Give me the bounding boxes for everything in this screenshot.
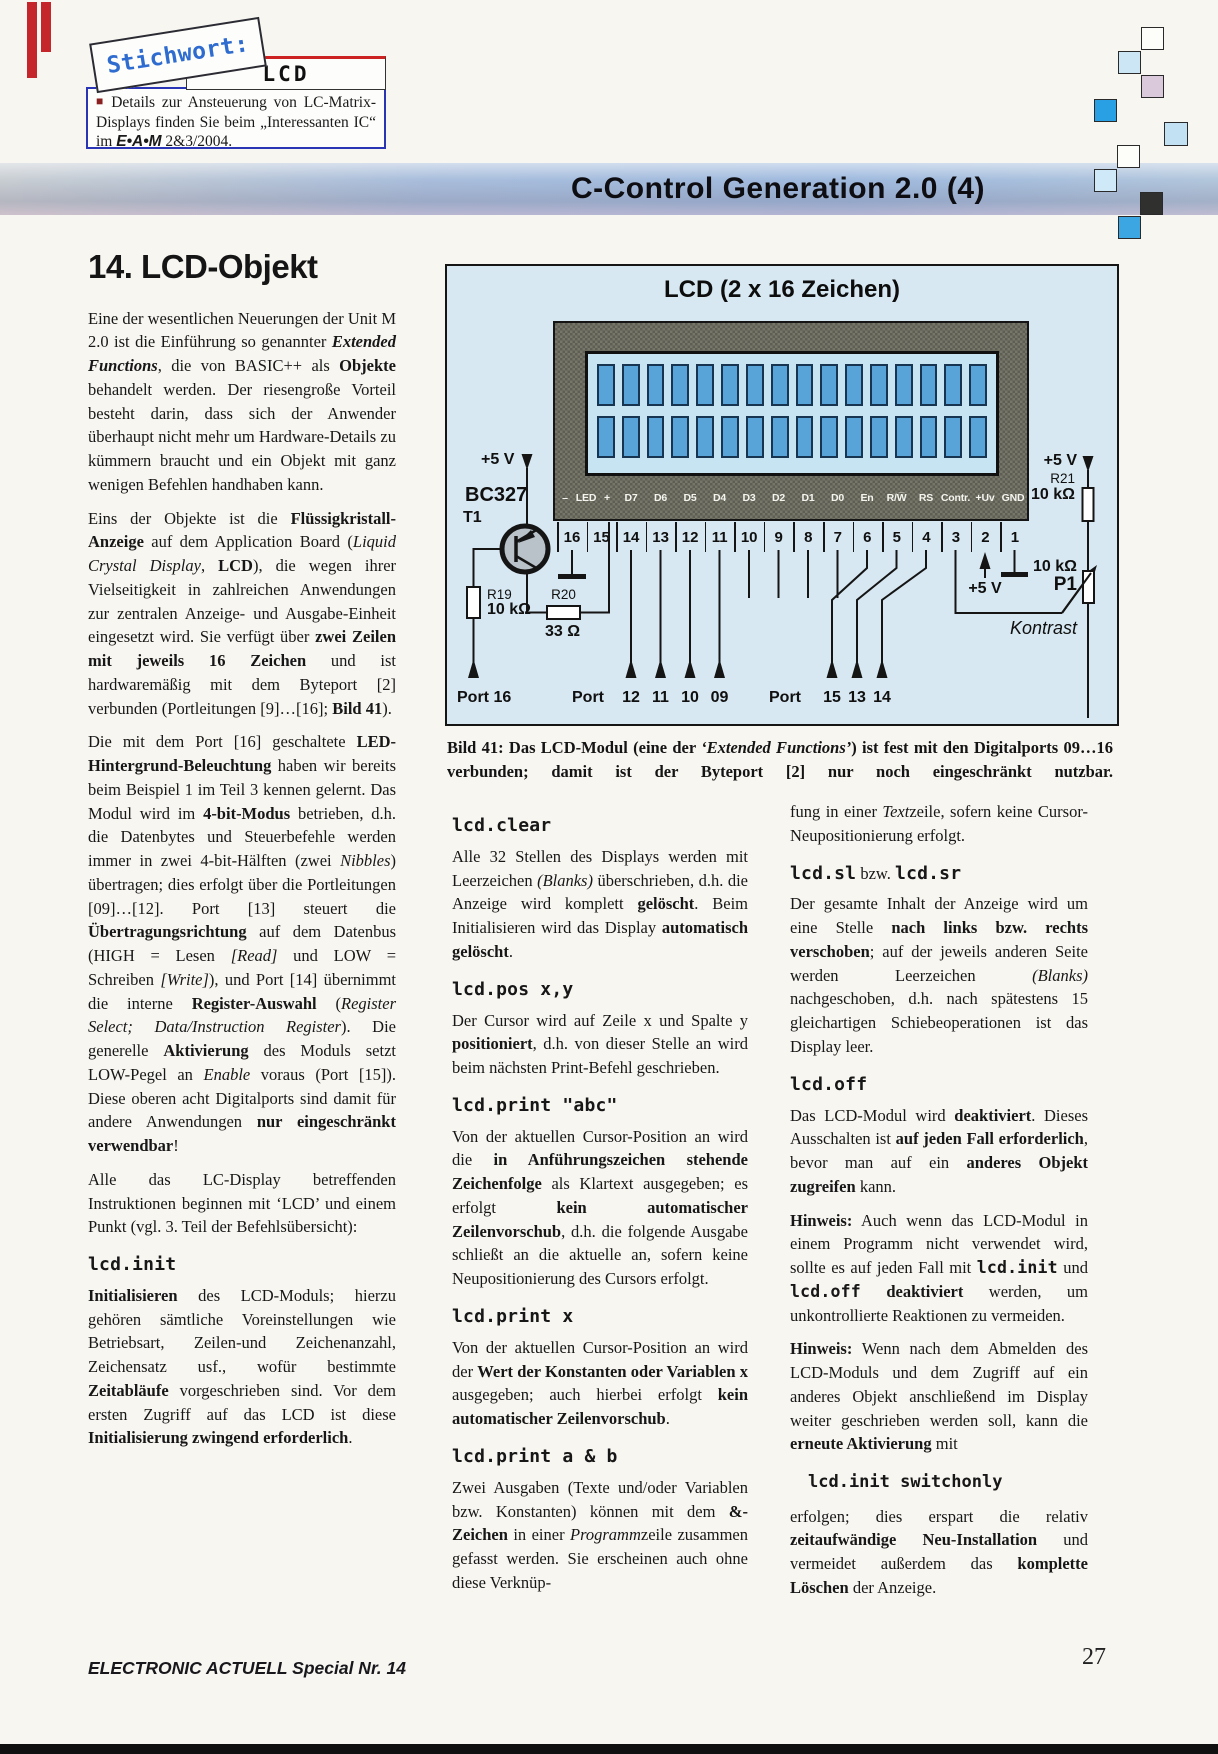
lcd-character-cell [895,416,913,458]
text-run: Bild 41: Das LCD-Modul (eine der [447,738,702,757]
pin-label: D6 [653,492,668,504]
paragraph [88,1168,396,1239]
codehead [790,1072,1088,1098]
lcd-character-cell [820,364,838,406]
keyword-stamp-label: Stichwort: [105,30,251,80]
pin-tick [587,522,589,552]
pin-label: – [562,492,568,504]
registration-mark [27,2,37,78]
paragraph [452,845,748,964]
text-run: lcd.pos x,y [452,978,574,1000]
paragraph [452,1336,748,1431]
text-run: deaktiviert [954,1105,1032,1125]
text-run: Register Select; Data/Instruction Register [88,993,397,1037]
r20-value-label: 33 Ω [545,623,581,640]
lcd-character-cell [647,416,665,458]
text-run: lcd.sr [895,862,962,884]
pin-number: 8 [804,529,813,546]
text-run: auf jeden Fall erforderlich [895,1129,1084,1149]
pin-number: 1 [1010,529,1020,546]
r19-ref-label: R19 [487,587,512,602]
text-run: lcd.off [790,1073,868,1095]
pin-label: En [860,492,874,504]
text-run: des Moduls setzt LOW-Pegel an [88,1041,396,1084]
codehead [452,813,748,839]
pin-number: 5 [892,529,901,546]
vcc-right-label: +5 V [1043,452,1077,469]
port-number: 10 [681,689,699,706]
paragraph [88,730,396,1158]
text-run: Die mit dem Port [16] geschaltete [88,732,357,752]
text-run: , die von BASIC++ als [157,356,340,376]
r21-ref-label: R21 [1050,471,1075,486]
paragraph [88,1284,396,1450]
lcd-character-cell [845,364,863,406]
pin-tick [557,522,559,552]
decorative-square [1094,169,1117,192]
text-run: automatisch gelöscht [452,918,748,961]
paragraph [452,1009,748,1080]
text-run: zeile, sofern keine Cursor-Neupositionierung erfolgt. [790,802,1088,845]
text-run: Wenn nach dem Abmelden des LCD-Moduls und dem Zugriff auf ein anderes Objekt anschließend im Display weiter geschrieben werden soll, kann die [790,1339,1088,1430]
text-run: 2&3/2004. [161,133,233,151]
lcd-character-cell [746,364,764,406]
text-run: Hinweis: [790,1210,853,1230]
lcd-character-cell [622,416,640,458]
pin-label: R/W̅ [886,492,907,504]
pin-tick [853,522,855,552]
codehead [452,977,748,1003]
pin-tick [705,522,707,552]
paragraph [790,892,1088,1058]
codehead [452,1444,748,1470]
pin-label: D3 [742,492,756,504]
lcd-character-cell [671,416,689,458]
decorative-square [1094,99,1117,122]
text-run: Das LCD-Modul wird [790,1105,955,1125]
text-run: Enable [203,1064,251,1084]
pin-number: 3 [951,529,961,546]
port-number: 13 [848,689,866,706]
pin-tick [764,522,766,552]
pin-number: 14 [622,529,640,546]
text-run: Eins der Objekte ist die [88,508,291,528]
section-banner [0,163,1218,215]
left-column-body [88,307,396,1451]
text-run: Initialisierung zwingend erforderlich [88,1428,349,1448]
text-run: Der Cursor wird auf Zeile x und Spalte y [452,1010,748,1030]
text-run: Initialisieren [88,1285,178,1305]
text-run: Wert der Konstanten oder Variablen x [477,1361,748,1381]
paragraph [790,1337,1088,1456]
text-run: lcd.print a & b [452,1445,618,1467]
vcc-left-label: +5 V [481,451,515,468]
pin-number: 13 [652,529,669,546]
text-run: [Read] [230,946,278,966]
text-run: erneute Aktivierung [790,1434,932,1454]
text-run: ausgegeben; auch hierbei erfolgt [452,1385,718,1405]
text-run: ) ist fest mit den Digitalports 09…16 verbunden; damit ist der Byteport [2] nur noch eingeschränkt nutzbar. [447,738,1113,782]
text-run: lcd.print x [452,1305,574,1327]
paragraph [790,800,1088,848]
pin-tick [646,522,648,552]
port-number: 11 [652,689,669,706]
codehead [452,1093,748,1119]
text-run: Extended Functions [88,332,396,376]
pin-tick [912,522,914,552]
pin-number: 7 [833,529,842,546]
text-run: Von der aktuellen Cursor-Position an wird die [452,1126,748,1170]
text-run: Zwei Ausgaben (Texte und/oder Variablen bzw. Konstanten) können mit dem [452,1477,748,1521]
lcd-character-cell [870,364,888,406]
r21-value-label: 10 kΩ [1031,486,1075,503]
text-run: überschrieben, d.h. die Anzeige wird komplett [452,870,748,914]
text-run: . Beim Initialisieren wird das Display [452,894,748,938]
text-run: und ist hardwaremäßig mit dem Byteport [2] verbunden (Portleitungen [9]…[16]; [88,651,397,718]
left-column [88,243,396,1460]
codehead [88,1252,396,1278]
text-run: LED-Hintergrund-Beleuchtung [88,732,396,776]
port-16-label: Port 16 [457,689,512,706]
text-run: und vermeidet außerdem das [790,1530,1089,1574]
text-run: behandelt werden. Der riesengroße Vorteil besteht darin, dass sich der Anwender überhaupt nicht mehr um Hardware-Details zu kümmern braucht und ein Objekt mit ganz wenigen Befehlen handhaben kann. [88,379,396,494]
text-run: fung in einer [790,802,883,821]
lcd-module [553,321,1029,521]
port-data-label: Port [572,689,604,706]
text-run: und LOW = Schreiben [88,946,396,989]
lcd-character-cell [944,416,962,458]
article-heading: 14. LCD-Objekt [88,248,318,285]
pin-number: 15 [593,529,610,546]
page-number: 27 [1082,1644,1106,1670]
pin-number: 12 [681,529,699,546]
pin-number: 11 [711,529,728,546]
text-run: positioniert [452,1034,533,1054]
lcd-character-row [588,416,996,458]
decorative-square [1141,27,1164,50]
port-number: 15 [823,689,841,706]
lcd-character-cell [920,364,938,406]
text-run: ). [382,698,392,718]
pin-tick [941,522,943,552]
pin-label: +Uv [975,492,995,504]
text-run: Objekte [339,356,396,376]
keyword-info-note [86,87,386,149]
text-run: zeitaufwändige Neu-Installation [790,1530,1038,1550]
lcd-character-cell [746,416,764,458]
lcd-character-cell [597,416,615,458]
text-run: lcd.off [790,1281,861,1301]
text-run: Liquid Crystal Display [88,532,396,576]
text-run: erfolgen; dies erspart die relativ [790,1506,1088,1526]
text-run: lcd.clear [452,815,552,836]
text-run: lcd.init [976,1258,1058,1278]
text-run: Details zur Ansteuerung von LC-Matrix-Displays finden Sie beim „Interessanten IC“ im [96,94,377,151]
text-run: kein automatischer Zeilenvorschub [452,1197,748,1241]
text-run: zeile zusammen gefasst werden. Sie erscheinen auch ohne diese Verknüp- [452,1525,749,1592]
text-run: werden, um unkontrollierte Reaktionen zu vermeiden. [790,1281,1088,1325]
text-run: Text [882,802,910,821]
text-run: Bild 41 [332,698,383,718]
lcd-character-cell [944,364,962,406]
port-number: 14 [873,689,891,706]
text-run: , bevor man auf ein [790,1129,1088,1173]
text-run: bzw. [856,863,896,883]
footer-magazine-title: ELECTRONIC ACTUELL Special Nr. 14 [88,1658,406,1678]
pin-number: 6 [863,529,872,546]
pin-label: + [604,492,610,504]
lcd-character-cell [647,364,665,406]
page-bottom-edge [0,1744,1218,1754]
decorative-square [1118,51,1141,74]
vcc-pin2-label: +5 V [968,580,1002,597]
text-run: &-Zeichen [452,1501,748,1545]
pin-label: D7 [624,492,638,504]
pin-label: RS [918,492,934,504]
text-run: 4-bit-Modus [203,803,291,823]
text-run: ), und Port [14] übernimmt die interne [88,969,396,1013]
text-run: ), die wegen ihrer Vielseitigkeit in zahlreichen Anwendungen zur zentralen Anzeige- und Ausgabe-Einheit eingesetzt wird. Sie verfügt über [88,556,397,647]
text-run: ■ [96,94,107,108]
text-run: , d.h. von dieser Stelle an wird beim nächsten Print-Befehl geschrieben. [452,1034,748,1078]
text-run: . Dieses Ausschalten ist [790,1105,1089,1149]
lcd-character-cell [671,364,689,406]
lcd-character-cell [895,364,913,406]
pin-number: 9 [774,529,783,546]
middle-column [452,800,748,1605]
text-run: ! [173,1136,179,1156]
codeline: lcd.init switchonly [808,1472,1003,1493]
text-run: komplette Löschen [790,1554,1088,1597]
text-run: LCD [218,556,253,576]
text-run: betrieben, d.h. die Datenbytes und Steuerbefehle werden immer in zwei 4-bit-Hälften (zwei [88,803,397,871]
pin-number-row [447,526,1117,552]
lcd-character-cell [721,416,739,458]
text-run: Flüssigkristall-Anzeige [88,508,396,552]
text-run: Register-Auswahl [191,993,317,1013]
text-run: und [1057,1258,1089,1278]
pin-tick [675,522,677,552]
codehead [790,861,1088,887]
text-run: mit [931,1434,958,1454]
text-run: kein automatischer Zeilenvorschub [452,1385,748,1429]
p1-value-label: 10 kΩ [1033,558,1077,575]
text-run: ). Die generelle [88,1017,396,1061]
port-control-label: Port [769,689,801,706]
text-run: vorgeschrieben sind. Vor dem ersten Zugriff auf das LCD ist diese [88,1380,396,1424]
lcd-character-cell [920,416,938,458]
codehead [452,1304,748,1330]
text-run: in Anführungszeichen stehende Zeichenfolge [452,1150,748,1194]
pin-label: D5 [683,492,697,504]
port-number: 09 [710,689,729,706]
pin-label: D0 [830,492,845,504]
lcd-character-row [588,364,996,406]
keyword-box-label: LCD [262,62,310,86]
text-run: nach links bzw. rechts verschoben [790,918,1088,961]
text-run: lcd.print "abc" [452,1094,618,1116]
lcd-character-cell [796,416,814,458]
figure-bild-41 [445,264,1119,726]
figure-caption [447,736,1113,785]
pin-label: D2 [771,492,786,504]
pin-tick [734,522,736,552]
text-run: Alle das LC-Display betreffenden Instruktionen beginnen mit ‘LCD’ und einem Punkt (vgl. 3. Teil der Befehlsübersicht): [88,1169,396,1237]
r20-ref-label: R20 [551,587,576,602]
text-run: ; auf der jeweils anderen Seite werden Leerzeichen [790,941,1088,985]
decorative-square [1164,122,1188,146]
pin-tick [1000,522,1002,552]
text-run: Von der aktuellen Cursor-Position an wird der [452,1337,748,1381]
lcd-character-cell [870,416,888,458]
text-run: nur eingeschränkt verwendbar [88,1112,396,1156]
paragraph [452,1476,748,1595]
text-run: des LCD-Moduls; hierzu gehören sämtliche Voreinstellungen wie Betriebsart, Zeilen-und Zeichenanzahl, Zeichensatz usf., wofür bestimmte [88,1285,396,1377]
right-column [790,800,1088,1610]
decorative-square [1140,192,1163,215]
lcd-character-cell [969,416,987,458]
lcd-character-cell [696,364,714,406]
figure-title: LCD (2 x 16 Zeichen) [663,276,901,303]
text-run: . [348,1428,353,1448]
paragraph [790,1209,1088,1328]
text-run: Zeitabläufe [88,1380,169,1400]
text-run: haben wir bereits beim Beispiel 1 im Teil 3 kennen gelernt. Das Modul wird im [88,756,396,823]
pin-number: 16 [563,529,581,546]
decorative-square [1118,216,1141,239]
text-run: . [665,1409,670,1429]
text-run: Auch wenn das LCD-Modul in einem Programm nicht verwendet wird, sollte es auf jeden Fall mit [790,1210,1088,1278]
transistor-type-label: BC327 [465,484,528,506]
text-run: lcd.sl [790,862,857,884]
text-run: Alle 32 Stellen des Displays werden mit Leerzeichen [452,846,748,890]
text-run: lcd.init [88,1254,177,1276]
contrast-label: Kontrast [1010,618,1078,638]
pin-tick [616,522,618,552]
text-run: E•A•M [116,133,162,151]
pin-tick [882,522,884,552]
pin-number: 4 [922,529,931,546]
text-run: kann. [855,1176,897,1196]
text-run: auf dem Application Board ( [143,532,353,552]
lcd-character-cell [696,416,714,458]
pin-tick [971,522,973,552]
text-run: Der gesamte Inhalt der Anzeige wird um eine Stelle [790,894,1088,938]
text-run: Aktivierung [163,1041,249,1061]
decorative-square [1117,145,1140,168]
p1-ref-label: P1 [1053,574,1077,595]
lcd-character-cell [771,364,789,406]
text-run: ) übertragen; dies erfolgt über die Portleitungen [09]…[12]. Port [13] steuert die [88,851,396,918]
text-run: in einer [507,1525,570,1545]
paragraph [790,1104,1088,1199]
text-run: deaktiviert [886,1281,964,1301]
text-run: [Write] [160,969,209,989]
lcd-screen [585,351,999,476]
lcd-character-cell [622,364,640,406]
text-run: gelöscht [637,894,695,914]
text-run: Eine der wesentlichen Neuerungen der Unit M 2.0 ist die Einführung so genannter [88,308,396,352]
text-run: ‘Extended Functions’ [701,738,852,757]
text-run: . [508,941,513,961]
registration-mark [41,2,51,52]
lcd-character-cell [796,364,814,406]
text-run: ( [316,993,342,1013]
pin-number: 2 [981,529,990,546]
lcd-character-cell [597,364,615,406]
text-run [861,1282,886,1301]
text-run: Programm [570,1525,641,1545]
pin-label: D4 [712,492,727,504]
paragraph [88,507,396,721]
lcd-character-cell [845,416,863,458]
text-run: , d.h. die folgende Ausgabe schließt an die aktuelle an, sofern keine Neupositionierung des Cursors erfolgt. [452,1221,748,1289]
text-run: Übertragungsrichtung [88,922,247,942]
text-run: anderes Objekt zugreifen [790,1153,1088,1196]
port-number: 12 [622,689,640,706]
decorative-square [1141,75,1164,98]
text-run: (Blanks) [1032,965,1088,985]
lcd-character-cell [969,364,987,406]
paragraph [452,1125,748,1291]
paragraph [88,307,396,497]
r19-value-label: 10 kΩ [487,601,531,618]
pin-tick [823,522,825,552]
lcd-character-cell [721,364,739,406]
pin-label: LED [575,492,597,504]
paragraph [790,1505,1088,1600]
text-run: als Klartext ausgegeben; es erfolgt [452,1174,748,1217]
lcd-character-cell [820,416,838,458]
pin-label: D1 [801,492,815,504]
lcd-character-cell [771,416,789,458]
text-run: der Anzeige. [848,1577,937,1597]
transistor-ref-label: T1 [463,509,482,526]
text-run: auf dem Datenbus (HIGH = Lesen [88,922,396,966]
text-run: (Blanks) [537,870,593,890]
text-run: voraus (Port [15]). Diese oberen acht Digitalports sind damit für andere Anwendungen [88,1064,396,1132]
pin-number: 10 [740,529,758,546]
pin-tick [793,522,795,552]
text-run: zwei Zeilen mit jeweils 16 Zeichen [88,627,396,671]
text-run: Hinweis: [790,1339,853,1359]
text-run: , [200,556,219,576]
pin-label: GND [1001,492,1025,504]
text-run: nachgeschoben, d.h. nach spätestens 15 gleichartigen Schiebeoperationen ist das Display leer. [790,989,1088,1056]
pin-label: Contr. [940,492,971,504]
text-run: Nibbles [340,851,391,871]
section-banner-title: C-Control Generation 2.0 (4) [570,172,985,205]
